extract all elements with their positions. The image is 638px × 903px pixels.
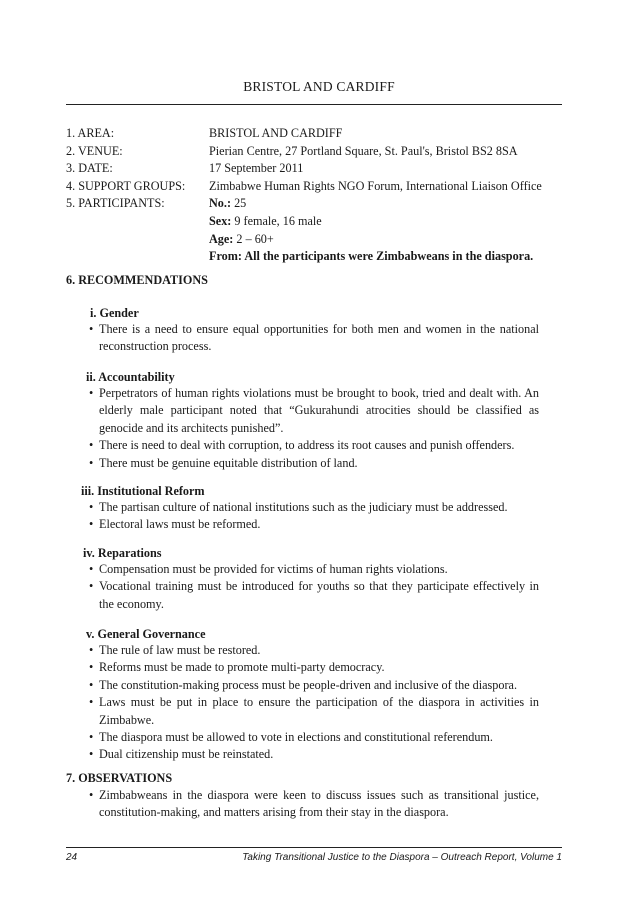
page-title: BRISTOL AND CARDIFF	[243, 79, 395, 94]
area-label: 1. AREA:	[66, 126, 115, 140]
info-row-age	[66, 231, 562, 249]
recommendations-heading: 6. RECOMMENDATIONS	[66, 273, 208, 287]
info-row-date	[66, 160, 562, 178]
institutional-reform-list	[89, 499, 539, 534]
list-item: • The constitution-making process must be people-driven and inclusive of the diaspora.	[89, 677, 539, 694]
number-key: No.:	[209, 196, 232, 211]
general-governance-list	[89, 642, 539, 764]
reparations-heading: iv. Reparations	[83, 546, 162, 560]
reparations-list	[89, 561, 539, 613]
area-value: BRISTOL AND CARDIFF	[209, 126, 343, 140]
list-item: • The diaspora must be allowed to vote in elections and constitutional referendum.	[89, 729, 539, 746]
date-label: 3. DATE:	[66, 161, 113, 176]
header-divider	[66, 104, 562, 105]
info-row-support-groups	[66, 178, 562, 196]
participants-label: 5. PARTICIPANTS:	[66, 196, 165, 211]
date-value: 17 September 2011	[209, 161, 304, 176]
participants-number	[209, 195, 246, 213]
list-item: • Compensation must be provided for victims of human rights violations.	[89, 561, 539, 578]
list-item: • Vocational training must be introduced for youths so that they participate effectively in the economy.	[89, 578, 539, 613]
list-item: • Zimbabweans in the diaspora were keen to discuss issues such as transitional justice, constitution-making, and matters arising from their stay in the diaspora.	[89, 787, 539, 822]
list-item: • The rule of law must be restored.	[89, 642, 539, 659]
support-groups-label: 4. SUPPORT GROUPS:	[66, 178, 186, 193]
participants-from	[209, 248, 533, 266]
general-governance-heading: v. General Governance	[86, 627, 206, 641]
from-key: From:	[209, 249, 242, 264]
info-row-sex	[66, 213, 562, 231]
list-item: • The partisan culture of national institutions such as the judiciary must be addressed.	[89, 499, 539, 516]
list-item: • Electoral laws must be reformed.	[89, 516, 539, 533]
institutional-reform-heading: iii. Institutional Reform	[81, 484, 205, 498]
footer-divider	[66, 847, 562, 848]
from-value: All the participants were Zimbabweans in the diaspora.	[241, 249, 534, 264]
meeting-info	[66, 125, 562, 266]
list-item: • There is need to deal with corruption, to address its root causes and punish offenders.	[89, 437, 539, 454]
accountability-list	[89, 385, 539, 472]
sex-key: Sex:	[209, 213, 232, 228]
list-item: • There must be genuine equitable distribution of land.	[89, 455, 539, 472]
info-row-area	[66, 125, 562, 143]
participants-sex	[209, 213, 322, 231]
gender-heading: i. Gender	[90, 306, 139, 320]
list-item: • Perpetrators of human rights violations must be brought to book, tried and dealt with. An elderly male participant noted that “Gukurahundi atrocities should be classified as genocide and its architects punished”.	[89, 385, 539, 437]
list-item: • Dual citizenship must be reinstated.	[89, 746, 539, 763]
list-item: • There is a need to ensure equal opportunities for both men and women in the national reconstruction process.	[89, 321, 539, 356]
info-row-from	[66, 248, 562, 266]
info-row-venue	[66, 143, 562, 161]
venue-value: Pierian Centre, 27 Portland Square, St. Paul's, Bristol BS2 8SA	[209, 143, 518, 158]
age-key: Age:	[209, 231, 234, 246]
support-groups-value: Zimbabwe Human Rights NGO Forum, International Liaison Office	[209, 178, 542, 193]
observations-heading: 7. OBSERVATIONS	[66, 771, 173, 785]
gender-list	[89, 321, 539, 356]
footer-title: Taking Transitional Justice to the Diaspora – Outreach Report, Volume 1	[242, 852, 562, 863]
list-item: • Laws must be put in place to ensure the participation of the diaspora in activities in Zimbabwe.	[89, 694, 539, 729]
observations-list	[89, 787, 539, 822]
accountability-heading: ii. Accountability	[86, 370, 175, 384]
participants-age	[209, 231, 274, 249]
venue-label: 2. VENUE:	[66, 143, 123, 158]
info-row-participants	[66, 195, 562, 213]
page-number: 24	[66, 852, 78, 863]
sex-value: 9 female, 16 male	[231, 213, 322, 228]
age-value: 2 – 60+	[233, 231, 274, 246]
list-item: • Reforms must be made to promote multi-party democracy.	[89, 659, 539, 676]
number-value: 25	[231, 196, 247, 211]
